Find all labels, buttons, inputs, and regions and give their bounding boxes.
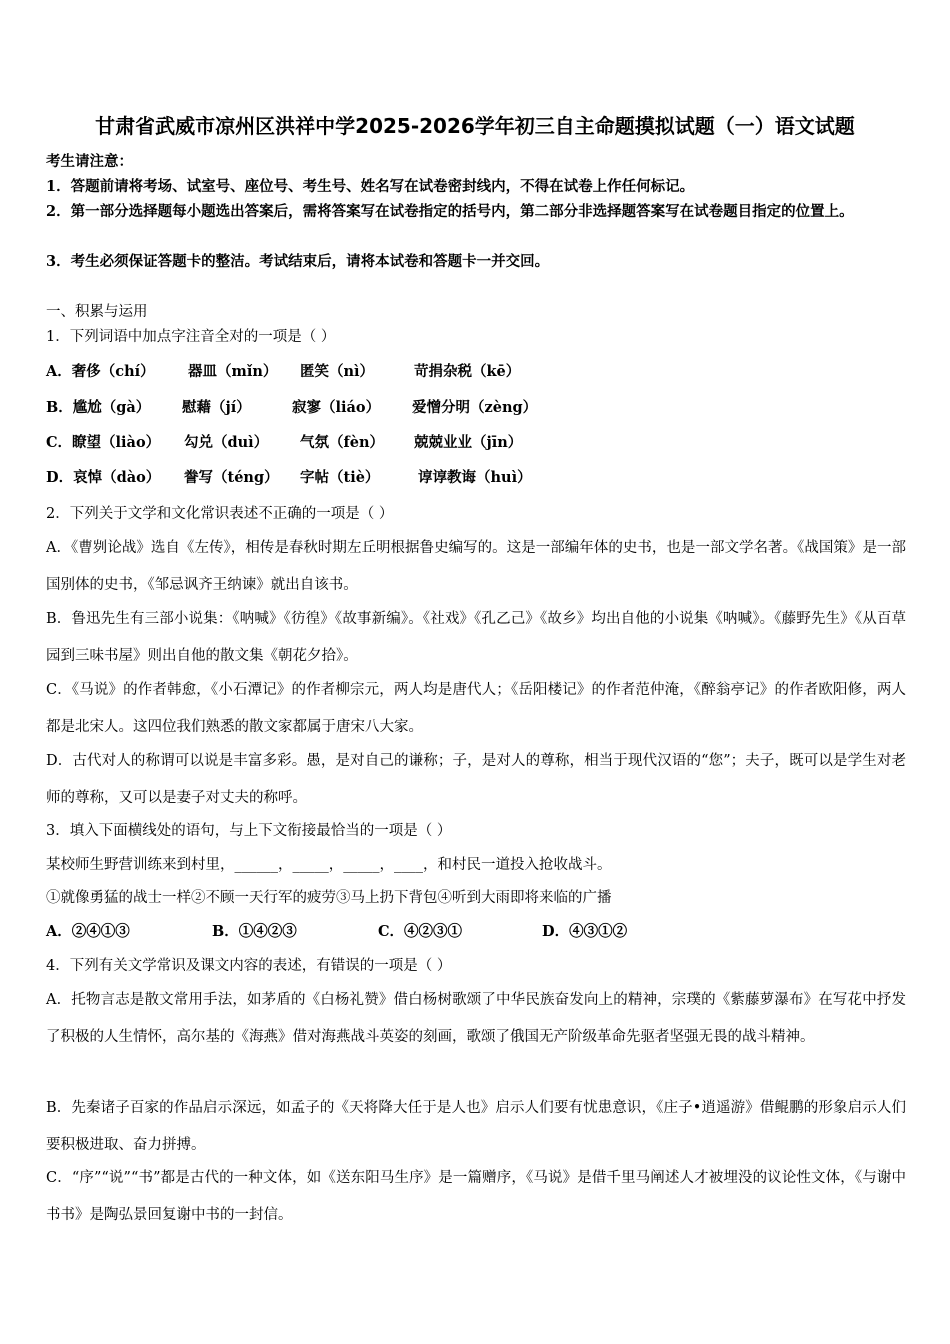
q3-stem: 3．填入下面横线处的语句，与上下文衔接最恰当的一项是（ ） bbox=[46, 823, 452, 839]
q1-c-4: 兢兢业业（jīn） bbox=[414, 434, 523, 451]
q4-option-b: B．先秦诸子百家的作品启示深远，如孟子的《天将降大任于是人也》启示人们要有忧患意识，《庄子•逍遥游》借鲲鹏的形象启示人们要积极进取、奋力拼搏。 bbox=[46, 1100, 906, 1153]
q1-b-3: 寂寥（liáo） bbox=[292, 399, 381, 416]
q1-b-1: B．尴尬（gà） bbox=[46, 399, 151, 416]
notice-item-3: 3．考生必须保证答题卡的整洁。考试结束后，请将本试卷和答题卡一并交回。 bbox=[46, 253, 550, 270]
q1-b-2: 慰藉（jí） bbox=[182, 399, 251, 416]
q1-a-1: A．奢侈（chí） bbox=[46, 363, 155, 380]
section-heading: 一、积累与运用 bbox=[46, 304, 148, 320]
q2-stem: 2．下列关于文学和文化常识表述不正确的一项是（ ） bbox=[46, 506, 394, 522]
q1-c-2: 勾兑（duì） bbox=[184, 434, 269, 451]
notice-item-2: 2．第一部分选择题每小题选出答案后，需将答案写在试卷指定的括号内，第二部分非选择题答案写在试卷题目指定的位置上。 bbox=[46, 203, 854, 220]
q4-option-a: A．托物言志是散文常用手法，如茅盾的《白杨礼赞》借白杨树歌颂了中华民族奋发向上的精神，宗璞的《紫藤萝瀑布》在写花中抒发了积极的人生情怀，高尔基的《海燕》借对海燕战斗英姿的刻画，歌颂了俄国无产阶级革命先驱者坚强无畏的战斗精神。 bbox=[46, 992, 906, 1045]
q3-option-d: D．④③①② bbox=[542, 923, 628, 940]
q1-a-3: 匿笑（nì） bbox=[300, 363, 375, 380]
q1-d-4: 谆谆教诲（huì） bbox=[418, 469, 532, 486]
q2-option-d: D．古代对人的称谓可以说是丰富多彩。愚，是对自己的谦称；子，是对人的尊称，相当于现代汉语的“您”；夫子，既可以是学生对老师的尊称，又可以是妻子对丈夫的称呼。 bbox=[46, 753, 906, 806]
q1-a-4: 苛捐杂税（kē） bbox=[414, 363, 521, 380]
q1-d-2: 誊写（téng） bbox=[184, 469, 279, 486]
q2-option-c: C．《马说》的作者韩愈，《小石潭记》的作者柳宗元，两人均是唐代人；《岳阳楼记》的作者范仲淹，《醉翁亭记》的作者欧阳修，两人都是北宋人。这四位我们熟悉的散文家都属于唐宋八大家。 bbox=[46, 682, 906, 735]
q1-d-1: D．哀悼（dào） bbox=[46, 469, 161, 486]
q2-option-a: A．《曹刿论战》选自《左传》，相传是春秋时期左丘明根据鲁史编写的。这是一部编年体的史书，也是一部文学名著。《战国策》是一部国别体的史书，《邹忌讽齐王纳谏》就出自该书。 bbox=[46, 540, 906, 593]
q3-option-a: A．②④①③ bbox=[46, 923, 130, 940]
q1-b-4: 爱憎分明（zèng） bbox=[412, 399, 538, 416]
q4-stem: 4．下列有关文学常识及课文内容的表述，有错误的一项是（ ） bbox=[46, 958, 452, 974]
q2-option-b: B．鲁迅先生有三部小说集：《呐喊》《彷徨》《故事新编》。《社戏》《孔乙己》《故乡》均出自他的小说集《呐喊》。《藤野先生》《从百草园到三味书屋》则出自他的散文集《朝花夕拾》。 bbox=[46, 611, 906, 664]
q3-option-c: C．④②③① bbox=[378, 923, 463, 940]
q1-d-3: 字帖（tiè） bbox=[300, 469, 380, 486]
q1-a-2: 器皿（mǐn） bbox=[188, 363, 278, 380]
q1-stem: 1．下列词语中加点字注音全对的一项是（ ） bbox=[46, 329, 336, 345]
q3-option-b: B．①④②③ bbox=[212, 923, 297, 940]
q4-option-c: C．“序”“说”“书”都是古代的一种文体，如《送东阳马生序》是一篇赠序，《马说》是借千里马阐述人才被埋没的议论性文体，《与谢中书书》是陶弘景回复谢中书的一封信。 bbox=[46, 1170, 906, 1223]
notice-header: 考生请注意： bbox=[46, 153, 133, 170]
q3-clauses: ①就像勇猛的战士一样②不顾一天行军的疲劳③马上扔下背包④听到大雨即将来临的广播 bbox=[46, 890, 612, 906]
q1-c-3: 气氛（fèn） bbox=[300, 434, 385, 451]
q3-context: 某校师生野营训练来到村里，______，_____，_____，____，和村民一道投入抢收战斗。 bbox=[46, 857, 612, 873]
notice-item-1: 1．答题前请将考场、试室号、座位号、考生号、姓名写在试卷密封线内，不得在试卷上作任何标记。 bbox=[46, 178, 695, 195]
q1-c-1: C．瞭望（liào） bbox=[46, 434, 161, 451]
page-title: 甘肃省武威市凉州区洪祥中学2025-2026学年初三自主命题摸拟试题（一）语文试题 bbox=[95, 114, 855, 138]
